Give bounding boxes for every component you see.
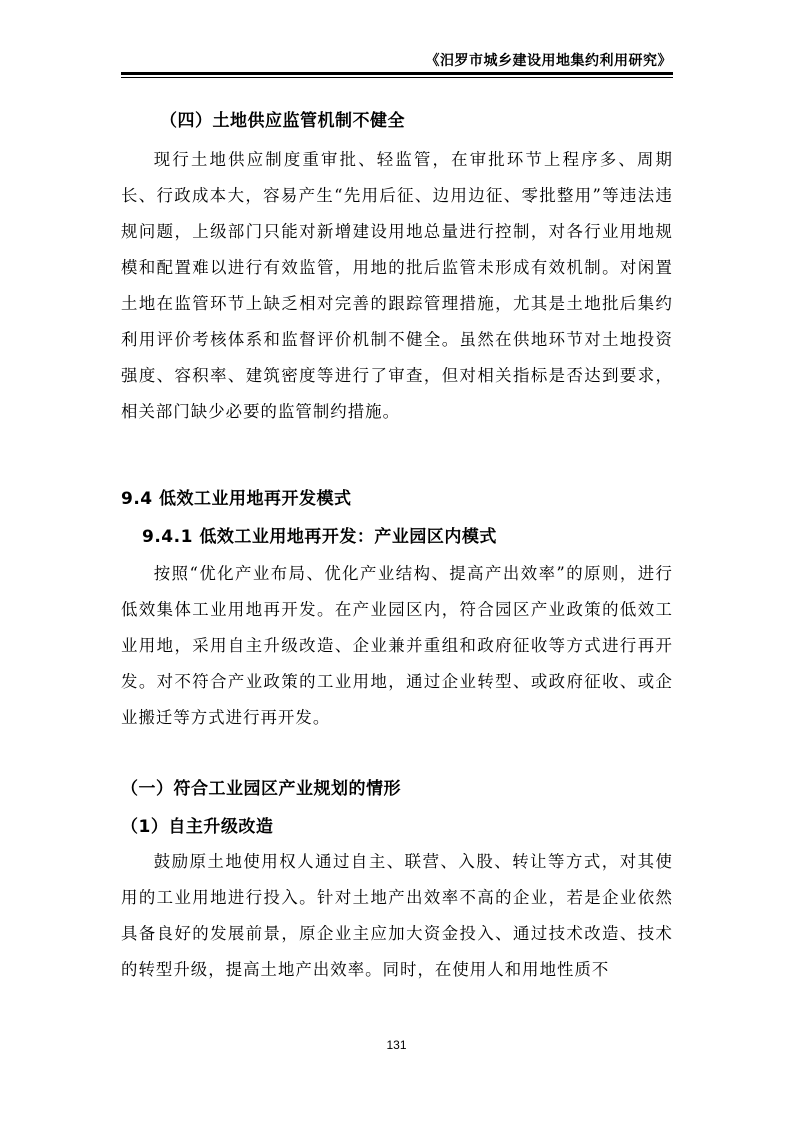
section-heading-9-4: 9.4 低效工业用地再开发模式 [121,489,352,509]
paragraph-industrial-park-model: 按照“优化产业布局、优化产业结构、提高产出效率”的原则，进行低效集体工业用地再开发。在产业园区内，符合园区产业政策的低效工业用地，采用自主升级改造、企业兼并重组和政府征收等方式进行再开发。对不符合产业政策的工业用地，通过企业转型、或政府征收、或企业搬迁等方式进行再开发。 [121,564,673,727]
section-heading-park-planning: （一）符合工业园区产业规划的情形 [121,779,401,799]
page-number: 131 [386,1038,407,1052]
section-heading-supervision: （四）土地供应监管机制不健全 [160,111,405,131]
paragraph-supervision: 现行土地供应制度重审批、轻监管，在审批环节上程序多、周期长、行政成本大，容易产生“先用后征、边用边征、零批整用”等违法违规问题，上级部门只能对新增建设用地总量进行控制，对各行业用地规模和配置难以进行有效监管，用地的批后监管未形成有效机制。对闲置土地在监管环节上缺乏相对完善的跟踪管理措施，尤其是土地批后集约利用评价考核体系和监督评价机制不健全。虽然在供地环节对土地投资强度、容积率、建筑密度等进行了审查，但对相关指标是否达到要求，相关部门缺少必要的监管制约措施。 [121,150,673,421]
section-heading-self-upgrade: （1）自主升级改造 [121,817,274,837]
section-heading-9-4-1: 9.4.1 低效工业用地再开发：产业园区内模式 [142,527,497,547]
paragraph-self-upgrade: 鼓励原土地使用权人通过自主、联营、入股、转让等方式，对其使用的工业用地进行投入。针对土地产出效率不高的企业，若是企业依然具备良好的发展前景，原企业主应加大资金投入、通过技术改造、技术的转型升级，提高土地产出效率。同时，在使用人和用地性质不 [121,852,673,979]
header-rule-thin [121,77,673,78]
header-title: 《汨罗市城乡建设用地集约利用研究》 [425,53,672,69]
header-rule-thick [121,72,673,75]
